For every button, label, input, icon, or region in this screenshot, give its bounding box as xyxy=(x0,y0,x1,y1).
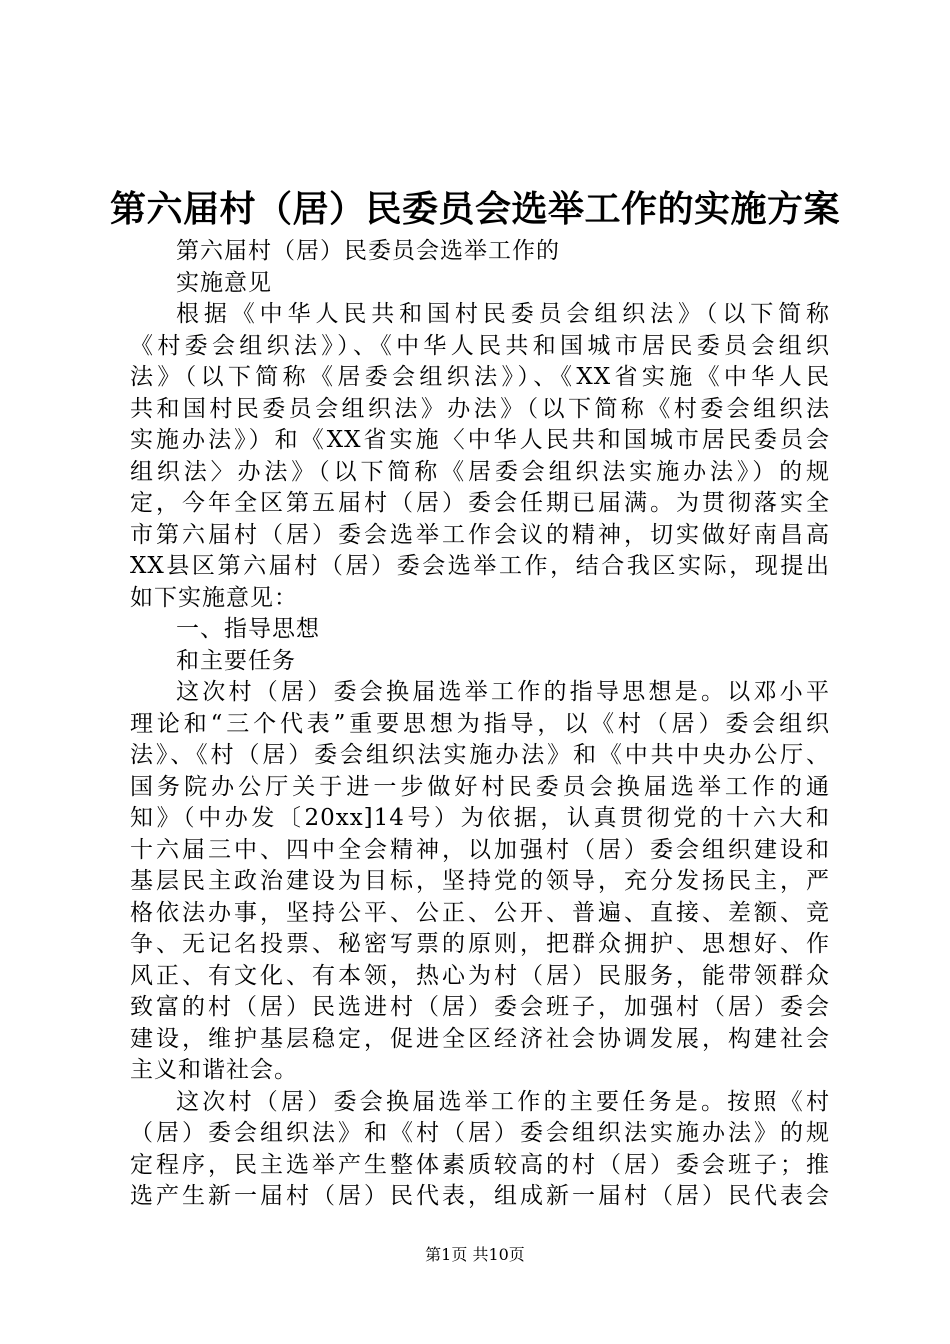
body-text-line: 风正、有文化、有本领，热心为村（居）民服务，能带领群众 xyxy=(130,962,830,989)
body-text-line: 基层民主政治建设为目标，坚持党的领导，充分发扬民主，严 xyxy=(130,868,830,894)
page-number-footer: 第1页 共10页 xyxy=(425,1245,525,1264)
body-text-line: 十六届三中、四中全会精神，以加强村（居）委会组织建设和 xyxy=(130,836,830,863)
body-text-line: 实施意见 xyxy=(176,269,272,296)
body-text-line: 这次村（居）委会换届选举工作的指导思想是。以邓小平 xyxy=(176,679,830,705)
body-text-line: 定，今年全区第五届村（居）委会任期已届满。为贯彻落实全 xyxy=(130,490,830,516)
body-text-line: XX县区第六届村（居）委会选举工作，结合我区实际，现提出 xyxy=(130,553,830,579)
body-text-line: （居）委会组织法》和《村（居）委会组织法实施办法》的规 xyxy=(130,1120,830,1146)
body-text-line: 一、指导思想 xyxy=(176,616,320,642)
body-text-line: 知》（中办发〔20xx]14号）为依据，认真贯彻党的十六大和 xyxy=(130,805,830,831)
body-text-line: 主义和谐社会。 xyxy=(130,1057,298,1083)
body-text-line: 和主要任务 xyxy=(176,647,296,674)
body-text-line: 理论和“三个代表”重要思想为指导，以《村（居）委会组织 xyxy=(130,710,830,737)
body-text-line: 如下实施意见： xyxy=(130,584,298,611)
body-text-line: 致富的村（居）民选进村（居）委会班子，加强村（居）委会 xyxy=(130,994,830,1020)
document-title: 第六届村（居）民委员会选举工作的实施方案 xyxy=(109,188,840,230)
document-body xyxy=(130,236,830,1213)
body-text-line: 定程序，民主选举产生整体素质较高的村（居）委会班子；推 xyxy=(130,1151,830,1178)
body-text-line: 组织法〉办法》（以下简称《居委会组织法实施办法》）的规 xyxy=(130,458,830,485)
body-text-line: 格依法办事，坚持公平、公正、公开、普遍、直接、差额、竞 xyxy=(130,899,830,926)
body-text-line: 选产生新一届村（居）民代表，组成新一届村（居）民代表会 xyxy=(130,1183,830,1209)
body-text-line: 《村委会组织法》）、《中华人民共和国城市居民委员会组织 xyxy=(130,332,830,359)
body-text-line: 共和国村民委员会组织法》办法》（以下简称《村委会组织法 xyxy=(130,395,830,422)
body-text-line: 这次村（居）委会换届选举工作的主要任务是。按照《村 xyxy=(176,1088,830,1115)
body-text-line: 根据《中华人民共和国村民委员会组织法》（以下简称 xyxy=(176,301,830,327)
body-text-line: 建设，维护基层稳定，促进全区经济社会协调发展，构建社会 xyxy=(130,1025,830,1052)
body-text-line: 争、无记名投票、秘密写票的原则，把群众拥护、思想好、作 xyxy=(130,931,830,957)
body-text-line: 国务院办公厅关于进一步做好村民委员会换届选举工作的通 xyxy=(130,773,830,800)
body-text-line: 实施办法》）和《XX省实施〈中华人民共和国城市居民委员会 xyxy=(130,427,830,453)
body-text-line: 法》（以下简称《居委会组织法》）、《XX省实施《中华人民 xyxy=(130,364,830,390)
body-text-line: 法》、《村（居）委会组织法实施办法》和《中共中央办公厅、 xyxy=(130,742,830,768)
body-text-line: 市第六届村（居）委会选举工作会议的精神，切实做好南昌高 xyxy=(130,521,830,548)
body-text-line: 第六届村（居）民委员会选举工作的 xyxy=(176,238,560,264)
